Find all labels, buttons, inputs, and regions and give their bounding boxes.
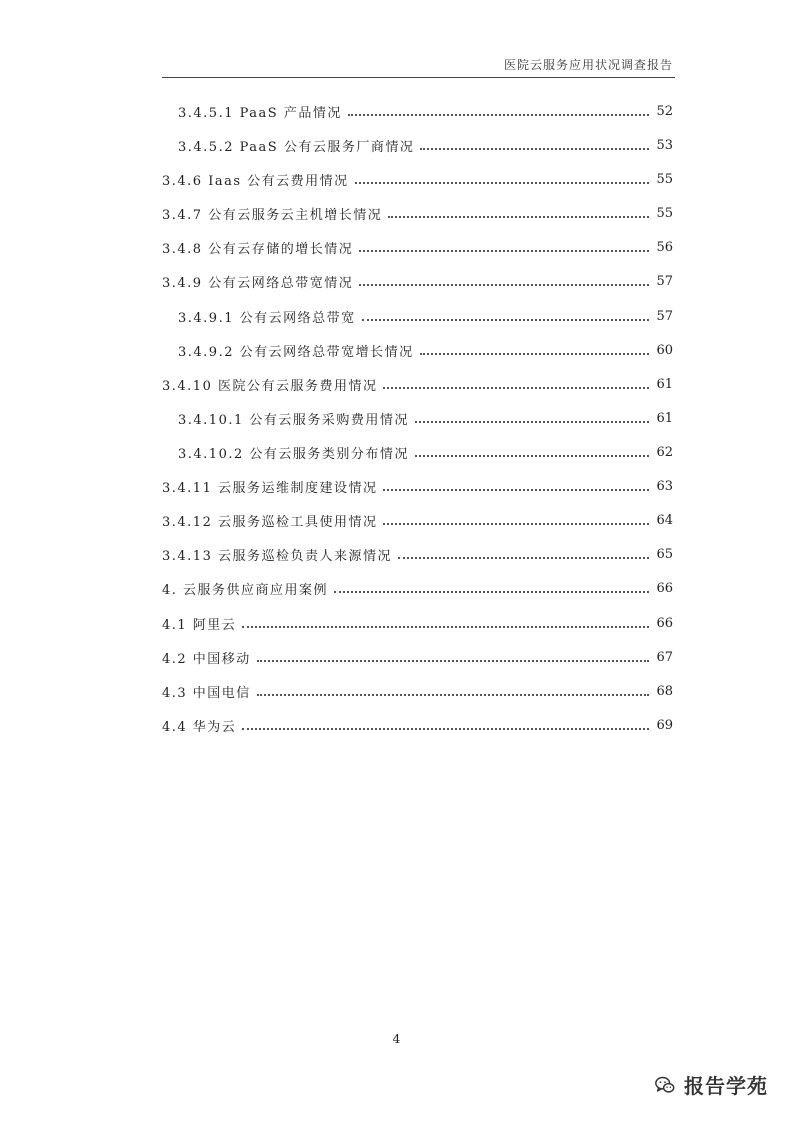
toc-entry[interactable] [162,640,673,674]
toc-entry-title: 4.3 中国电信 [162,685,251,701]
toc-entry-title: 3.4.5.1 PaaS 产品情况 [178,105,342,121]
toc-entry-page: 68 [656,683,673,699]
toc-leader-dots [257,694,649,696]
toc-entry[interactable] [162,196,673,230]
toc-leader-dots [348,114,649,116]
toc-entry-title: 3.4.5.2 PaaS 公有云服务厂商情况 [178,139,415,155]
toc-entry-title: 3.4.8 公有云存储的增长情况 [162,241,354,257]
toc-entry[interactable] [162,606,673,640]
toc-entry-page: 53 [656,137,673,153]
toc-entry[interactable] [162,333,673,367]
toc-entry[interactable] [162,708,673,742]
toc-entry-page: 65 [656,546,673,562]
toc-entry-page: 55 [656,171,673,187]
toc-entry-title: 3.4.12 云服务巡检工具使用情况 [162,514,378,530]
watermark [654,1070,768,1099]
toc-entry-page: 57 [656,308,673,324]
toc-entry[interactable] [162,435,673,469]
toc-entry-title: 3.4.7 公有云服务云主机增长情况 [162,207,383,223]
toc-entry[interactable] [162,94,673,128]
toc-entry[interactable] [162,264,673,298]
toc-leader-dots [383,489,649,491]
toc-entry-title: 3.4.9.1 公有云网络总带宽 [178,310,356,326]
toc-entry[interactable] [162,162,673,196]
toc-entry-page: 66 [656,580,673,596]
toc-entry[interactable] [162,537,673,571]
toc-leader-dots [420,353,649,355]
header-rule [162,77,675,78]
toc-entry-title: 3.4.10.2 公有云服务类别分布情况 [178,446,409,462]
wechat-icon [654,1074,676,1096]
toc-entry-title: 3.4.10 医院公有云服务费用情况 [162,378,378,394]
page-number: 4 [392,1032,401,1046]
toc-entry-page: 55 [656,205,673,221]
toc-entry-title: 4.2 中国移动 [162,651,251,667]
toc-entry[interactable] [162,674,673,708]
running-header: 医院云服务应用状况调查报告 [503,58,673,72]
toc-entry-title: 3.4.9 公有云网络总带宽情况 [162,275,354,291]
toc-leader-dots [420,148,649,150]
toc-entry[interactable] [162,401,673,435]
toc-leader-dots [242,728,649,730]
toc-entry[interactable] [162,128,673,162]
toc-leader-dots [257,660,649,662]
toc-entry-page: 67 [656,649,673,665]
toc-entry[interactable] [162,571,673,605]
toc-entry-title: 3.4.11 云服务运维制度建设情况 [162,480,378,496]
toc-entry-page: 61 [656,410,673,426]
toc-entry-page: 69 [656,717,673,733]
toc-entry-title: 4.4 华为云 [162,719,237,735]
table-of-contents [162,94,673,742]
toc-entry[interactable] [162,299,673,333]
toc-leader-dots [383,523,649,525]
toc-entry-page: 62 [656,444,673,460]
toc-entry-page: 52 [656,103,673,119]
toc-leader-dots [359,250,649,252]
toc-entry-page: 60 [656,342,673,358]
toc-entry[interactable] [162,367,673,401]
toc-leader-dots [242,626,649,628]
toc-leader-dots [383,387,649,389]
toc-leader-dots [362,319,649,321]
toc-entry-page: 57 [656,273,673,289]
toc-entry-title: 3.4.9.2 公有云网络总带宽增长情况 [178,344,414,360]
toc-leader-dots [388,216,649,218]
toc-entry-page: 61 [656,376,673,392]
toc-entry[interactable] [162,503,673,537]
toc-leader-dots [355,182,649,184]
toc-entry-page: 63 [656,478,673,494]
toc-entry[interactable] [162,230,673,264]
toc-entry[interactable] [162,469,673,503]
toc-entry-page: 64 [656,512,673,528]
toc-leader-dots [359,284,649,286]
toc-leader-dots [415,455,649,457]
toc-leader-dots [415,421,649,423]
toc-entry-title: 4. 云服务供应商应用案例 [162,582,329,598]
watermark-text: 报告学苑 [684,1074,768,1098]
toc-entry-page: 66 [656,615,673,631]
toc-entry-title: 3.4.6 Iaas 公有云费用情况 [162,173,349,189]
toc-entry-title: 3.4.13 云服务巡检负责人来源情况 [162,548,392,564]
toc-entry-page: 56 [656,239,673,255]
toc-leader-dots [334,591,649,593]
toc-leader-dots [398,557,649,559]
toc-entry-title: 3.4.10.1 公有云服务采购费用情况 [178,412,409,428]
toc-entry-title: 4.1 阿里云 [162,617,237,633]
